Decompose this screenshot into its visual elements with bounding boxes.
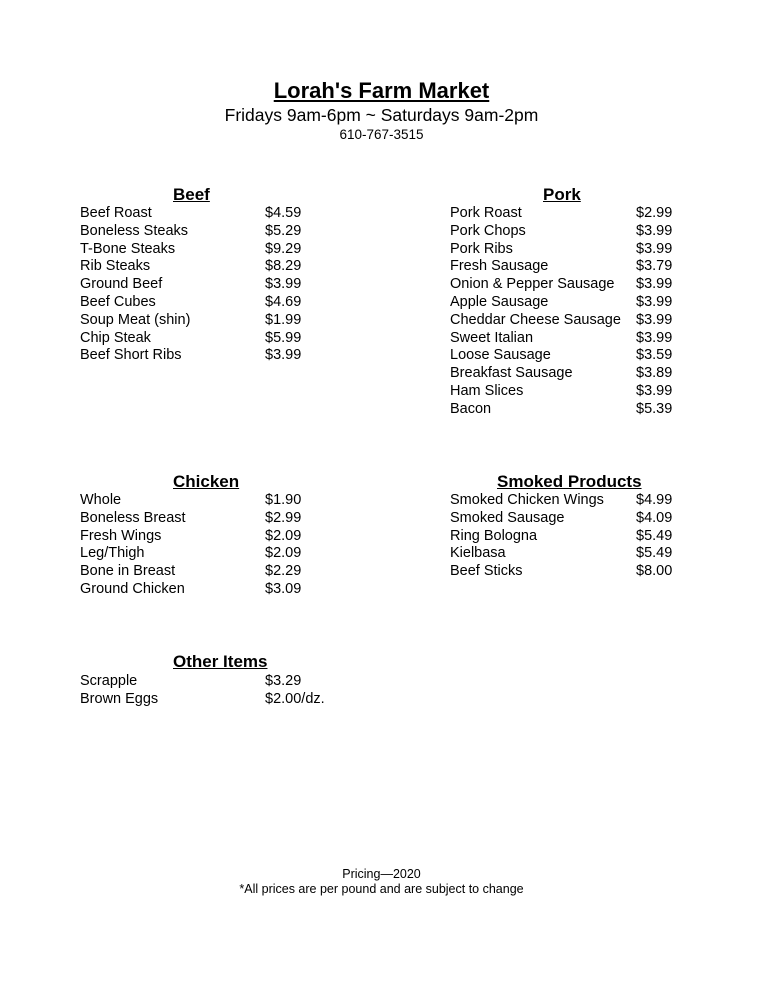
item-name: Scrapple [80,673,138,689]
item-name: Rib Steaks [80,258,151,275]
item-name: Ham Slices [450,382,524,399]
item-name: Ground Chicken [80,580,185,597]
item-price: $3.89 [636,365,673,382]
smoked-products-heading: Smoked Products [497,472,642,491]
item-price: $2.99 [636,205,673,221]
item-price: $3.99 [636,276,673,293]
item-price: $8.29 [265,258,302,275]
item-price: $9.29 [265,240,302,257]
item-price: $3.99 [636,293,673,310]
item-name: Sweet Italian [450,329,534,346]
item-name: Pork Ribs [450,240,513,257]
item-price: $3.99 [265,347,302,364]
item-price: $3.99 [636,329,673,346]
pricing-year: Pricing—2020 [342,867,421,881]
item-price: $4.69 [265,293,302,310]
item-price: $5.49 [636,527,673,544]
item-name: Beef Roast [80,205,152,221]
item-price: $8.00 [636,563,673,580]
item-name: Leg/Thigh [80,545,145,562]
item-name: Breakfast Sausage [450,365,573,382]
item-name: Pork Chops [450,222,526,239]
item-name: Bacon [450,400,492,417]
item-price: $3.99 [636,382,673,399]
item-price: $5.39 [636,400,673,417]
item-name: Cheddar Cheese Sausage [450,311,621,328]
item-price: $3.99 [636,311,673,328]
pricing-note: *All prices are per pound and are subject to change [239,882,524,896]
chicken-heading: Chicken [173,472,240,491]
item-name: Bone in Breast [80,563,176,580]
item-name: Smoked Sausage [450,509,565,526]
item-price: $3.99 [265,276,302,293]
item-price: $3.09 [265,580,302,597]
item-price: $2.09 [265,527,302,544]
item-name: Ground Beef [80,276,163,293]
item-name: Beef Short Ribs [80,347,182,364]
item-name: Smoked Chicken Wings [450,492,604,508]
item-name: Fresh Wings [80,527,162,544]
item-name: Kielbasa [450,545,506,562]
item-name: Brown Eggs [80,690,159,707]
item-price: $4.09 [636,509,673,526]
item-name: Beef Cubes [80,293,156,310]
item-name: Boneless Breast [80,509,186,526]
item-price: $5.29 [265,222,302,239]
item-price: $1.99 [265,311,302,328]
item-price: $3.99 [636,222,673,239]
item-name: Chip Steak [80,329,151,346]
item-name: Fresh Sausage [450,258,549,275]
item-price: $3.59 [636,347,673,364]
item-name: Onion & Pepper Sausage [450,276,615,293]
item-name: Loose Sausage [450,347,551,364]
pork-heading: Pork [543,185,581,204]
item-name: Ring Bologna [450,527,538,544]
item-name: T-Bone Steaks [80,240,176,257]
page-title: Lorah's Farm Market [273,78,490,103]
item-name: Whole [80,492,122,508]
market-hours: Fridays 9am-6pm ~ Saturdays 9am-2pm [224,105,539,125]
item-price: $3.99 [636,240,673,257]
item-price: $3.29 [265,673,302,689]
item-price: $5.49 [636,545,673,562]
item-price: $2.29 [265,563,302,580]
item-name: Soup Meat (shin) [80,311,191,328]
item-name: Apple Sausage [450,293,549,310]
item-name: Beef Sticks [450,563,523,580]
beef-heading: Beef [173,185,210,204]
item-price: $5.99 [265,329,302,346]
item-price: $2.00/dz. [265,690,325,707]
item-price: $4.59 [265,205,302,221]
item-name: Pork Roast [450,205,522,221]
item-price: $1.90 [265,492,302,508]
item-name: Boneless Steaks [80,222,189,239]
item-price: $3.79 [636,258,673,275]
phone-number: 610-767-3515 [339,127,424,142]
other-items-heading: Other Items [173,652,268,671]
item-price: $2.09 [265,545,302,562]
item-price: $2.99 [265,509,302,526]
item-price: $4.99 [636,492,673,508]
